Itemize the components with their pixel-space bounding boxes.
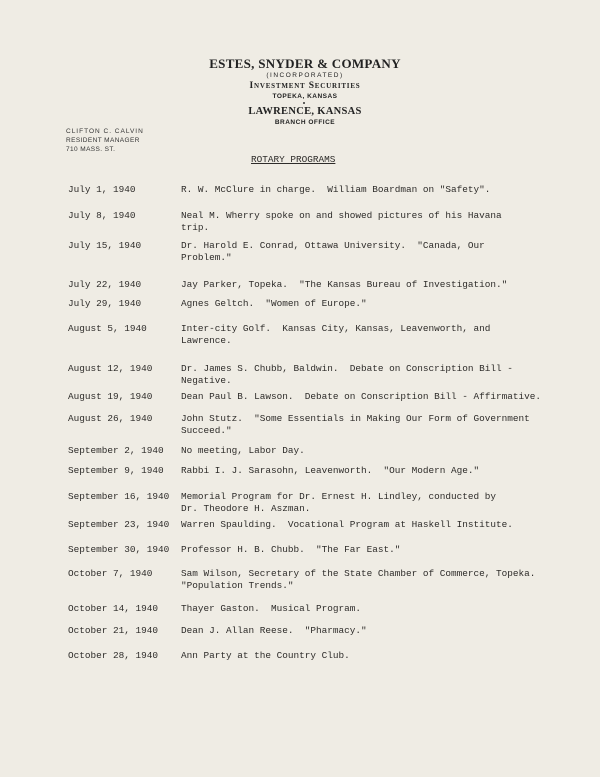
description-line: Succeed."	[181, 425, 232, 436]
description-line: Ann Party at the Country Club.	[181, 650, 350, 661]
program-date: July 15, 1940	[68, 240, 142, 251]
program-date: September 30, 1940	[68, 544, 170, 555]
description-line: Rabbi I. J. Sarasohn, Leavenworth. "Our Modern Age."	[181, 465, 480, 476]
program-date: July 22, 1940	[68, 279, 142, 290]
program-description	[181, 240, 485, 264]
description-line: Thayer Gaston. Musical Program.	[181, 603, 362, 614]
program-date: July 8, 1940	[68, 210, 136, 221]
program-description	[181, 279, 507, 291]
program-date: August 12, 1940	[68, 363, 153, 374]
description-line: Lawrence.	[181, 335, 232, 346]
program-date: August 5, 1940	[68, 323, 147, 334]
description-line: Dean Paul B. Lawson. Debate on Conscription Bill - Affirmative.	[181, 391, 542, 402]
company-name: ESTES, SNYDER & COMPANY	[209, 56, 401, 71]
head-office-city: TOPEKA, KANSAS	[272, 93, 338, 100]
description-line: Sam Wilson, Secretary of the State Chamber of Commerce, Topeka.	[181, 568, 536, 579]
program-date: October 21, 1940	[68, 625, 159, 636]
program-description	[181, 323, 490, 347]
business-line: Investment Securities	[249, 81, 361, 91]
description-line: trip.	[181, 222, 210, 233]
branch-label: BRANCH OFFICE	[274, 119, 336, 126]
program-date: August 26, 1940	[68, 413, 153, 424]
description-line: Dr. James S. Chubb, Baldwin. Debate on Conscription Bill -	[181, 363, 513, 374]
program-description	[181, 445, 305, 457]
program-date: July 29, 1940	[68, 298, 142, 309]
program-date: September 16, 1940	[68, 491, 170, 502]
program-description	[181, 650, 350, 662]
manager-title: RESIDENT MANAGER	[66, 137, 140, 144]
program-date: October 14, 1940	[68, 603, 159, 614]
description-line: Problem."	[181, 252, 232, 263]
description-line: Agnes Geltch. "Women of Europe."	[181, 298, 367, 309]
program-description	[181, 544, 400, 556]
program-date: October 28, 1940	[68, 650, 159, 661]
program-description	[181, 363, 513, 387]
program-date: September 9, 1940	[68, 465, 164, 476]
document-title: ROTARY PROGRAMS	[251, 154, 336, 165]
program-description	[181, 519, 513, 531]
description-line: Dean J. Allan Reese. "Pharmacy."	[181, 625, 367, 636]
incorporated-label: (INCORPORATED)	[266, 72, 344, 79]
program-description	[181, 465, 479, 477]
description-line: "Population Trends."	[181, 580, 294, 591]
description-line: Professor H. B. Chubb. "The Far East."	[181, 544, 401, 555]
manager-address: 710 MASS. ST.	[66, 146, 116, 153]
branch-city: LAWRENCE, KANSAS	[248, 106, 362, 117]
program-description	[181, 298, 367, 310]
description-line: Jay Parker, Topeka. "The Kansas Bureau of Investigation."	[181, 279, 508, 290]
program-description	[181, 391, 541, 403]
description-line: John Stutz. "Some Essentials in Making Our Form of Government	[181, 413, 530, 424]
program-date: August 19, 1940	[68, 391, 153, 402]
description-line: Negative.	[181, 375, 232, 386]
manager-name: CLIFTON C. CALVIN	[66, 128, 144, 135]
description-line: Dr. Theodore H. Aszman.	[181, 503, 311, 514]
program-description	[181, 568, 535, 592]
separator-dot	[303, 102, 305, 104]
program-date: September 23, 1940	[68, 519, 170, 530]
program-description	[181, 625, 367, 637]
program-description	[181, 413, 530, 437]
description-line: No meeting, Labor Day.	[181, 445, 305, 456]
program-description	[181, 603, 361, 615]
program-description	[181, 491, 496, 515]
program-description	[181, 210, 502, 234]
description-line: Inter-city Golf. Kansas City, Kansas, Leavenworth, and	[181, 323, 491, 334]
description-line: R. W. McClure in charge. William Boardman on "Safety".	[181, 184, 491, 195]
description-line: Memorial Program for Dr. Ernest H. Lindley, conducted by	[181, 491, 497, 502]
program-date: July 1, 1940	[68, 184, 136, 195]
description-line: Neal M. Wherry spoke on and showed pictures of his Havana	[181, 210, 502, 221]
program-description	[181, 184, 490, 196]
description-line: Warren Spaulding. Vocational Program at Haskell Institute.	[181, 519, 513, 530]
description-line: Dr. Harold E. Conrad, Ottawa University. "Canada, Our	[181, 240, 485, 251]
program-date: September 2, 1940	[68, 445, 164, 456]
program-date: October 7, 1940	[68, 568, 153, 579]
